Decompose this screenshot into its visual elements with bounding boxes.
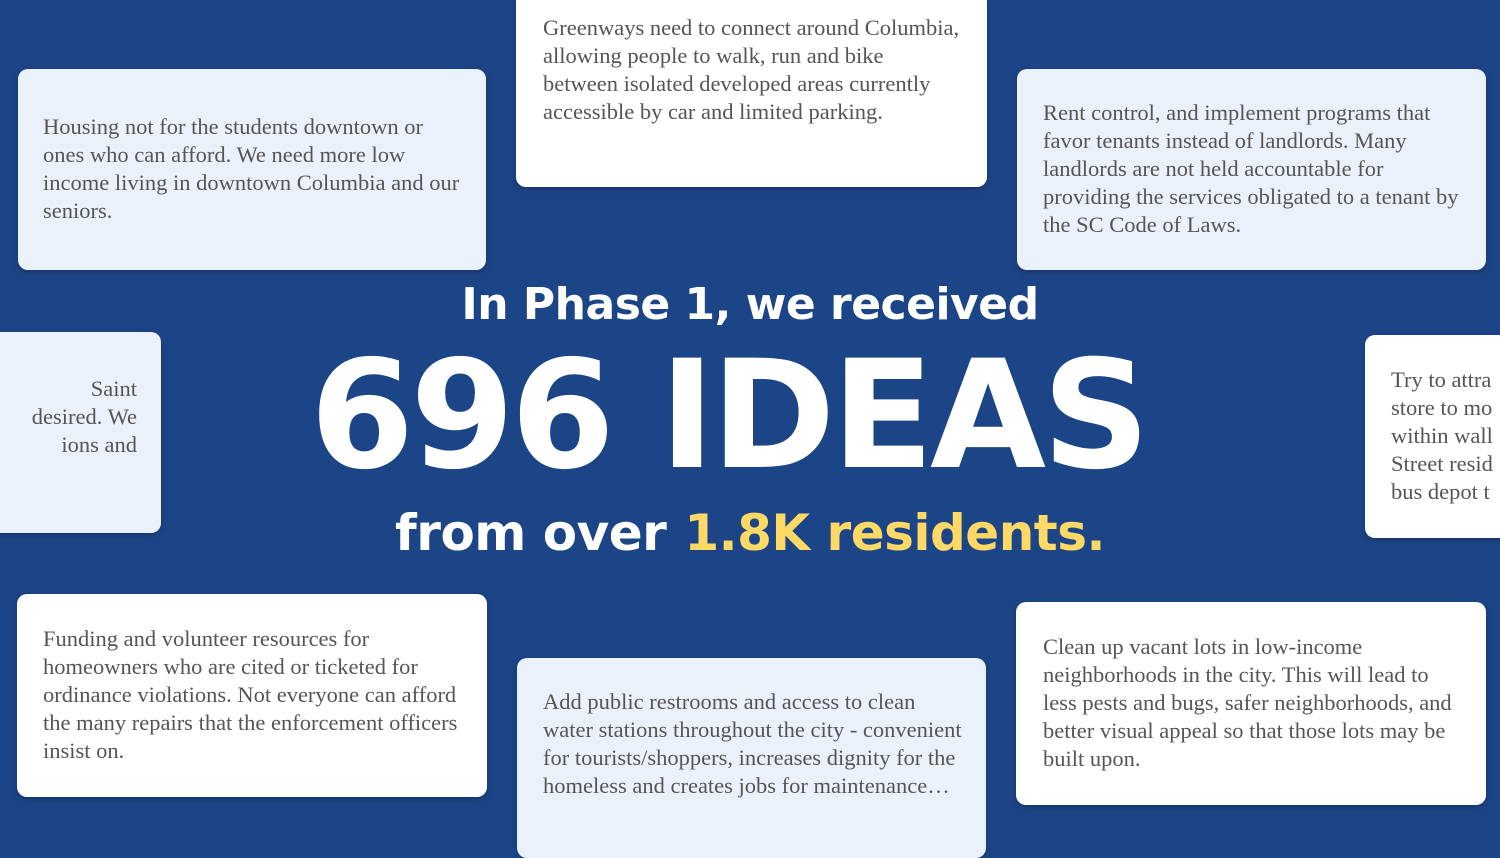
phase-intro-heading: In Phase 1, we received: [461, 279, 1039, 330]
residents-line: [0, 503, 1500, 563]
idea-text-rent-control: Rent control, and implement programs that favor tenants instead of landlords. Many landlords are not held accountable for providing the services obligated to a tenant by the SC Code of Laws.: [1043, 100, 1459, 237]
idea-text-restrooms: Add public restrooms and access to clean water stations throughout the city - convenient for tourists/shoppers, increases dignity for the homeless and creates jobs for maintenance…: [543, 689, 962, 798]
idea-card-restrooms: [517, 658, 986, 858]
idea-text-greenways: Greenways need to connect around Columbia, allowing people to walk, run and bike between isolated developed areas currently accessible by car and limited parking.: [543, 15, 960, 124]
residents-prefix: from over: [395, 504, 667, 562]
ideas-count-heading: 696 IDEAS: [309, 329, 1147, 503]
idea-card-funding: [17, 594, 487, 797]
idea-card-vacant-lots: [1016, 602, 1486, 805]
idea-text-housing: Housing not for the students downtown or ones who can afford. We need more low income living in downtown Columbia and our seniors.: [43, 114, 460, 223]
idea-card-housing: [18, 69, 486, 270]
idea-text-funding: Funding and volunteer resources for homeowners who are cited or ticketed for ordinance violations. Not everyone can afford the many repairs that the enforcement officers insist on.: [43, 626, 458, 763]
idea-text-partial-left: Saint desired. We ions and: [31, 376, 137, 457]
idea-card-rent-control: [1017, 69, 1486, 270]
residents-count-highlight: 1.8K residents.: [684, 504, 1105, 562]
idea-text-vacant-lots: Clean up vacant lots in low-income neighborhoods in the city. This will lead to less pests and bugs, safer neighborhoods, and better visual appeal so that those lots may be built upon.: [1043, 634, 1452, 771]
idea-card-greenways: [516, 0, 987, 187]
idea-text-partial-right: Try to attra store to mo within wall Street resid bus depot t: [1391, 367, 1493, 504]
